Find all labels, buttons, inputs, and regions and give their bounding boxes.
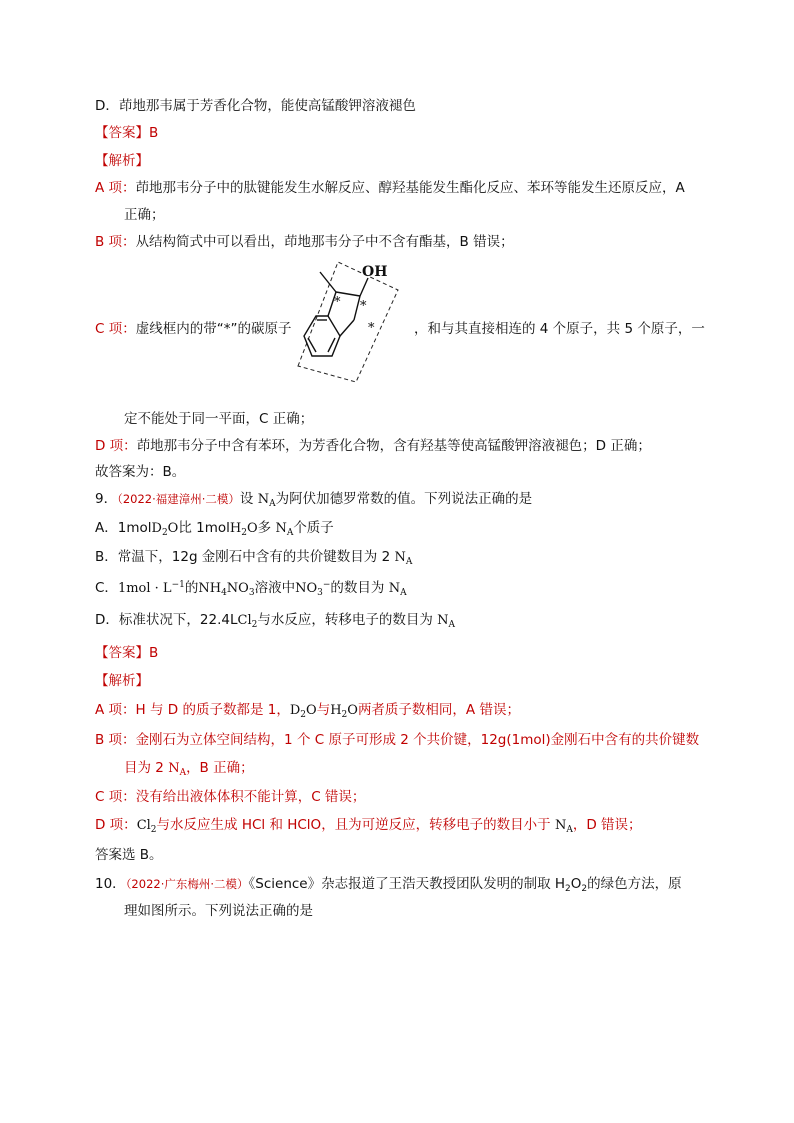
q8-summary: 故答案为：B。 xyxy=(95,464,186,480)
q9-analysis-heading: 【解析】 xyxy=(95,673,149,689)
q9-option-b: B．常温下，12g 金刚石中含有的共价键数目为 2 $N_A$ xyxy=(95,549,413,567)
q9-stem: 9．（2022·福建漳州·二模）设 $N_A$为阿伏加德罗常数的值。下列说法正确的是 xyxy=(95,491,533,509)
q8-explain-c-cont: 定不能处于同一平面，C 正确； xyxy=(124,411,314,427)
q8-explain-c: C 项：虚线框内的带“*”的碳原子 xyxy=(95,321,292,337)
q9-explain-d: D 项：$Cl_2$与水反应生成 HCl 和 HClO，且为可逆反应，转移电子的数目小于 $N_A$，D 错误； xyxy=(95,817,642,835)
q9-summary: 答案选 B。 xyxy=(95,847,163,863)
q8-explain-d: D 项：茚地那韦分子中含有苯环，为芳香化合物，含有羟基等使高锰酸钾溶液褪色；D 正确； xyxy=(95,438,651,454)
q9-option-c: C．$1mol \cdot L^{-1}$的$NH_4NO_3$溶液中$NO_3^-$的数目为 $N_A$ xyxy=(95,580,407,598)
q9-explain-a: A 项：H 与 D 的质子数都是 1，$D_2O$与$H_2O$两者质子数相同，A 错误； xyxy=(95,702,520,720)
q8-explain-a-cont: 正确； xyxy=(124,207,165,223)
q8-option-d: D．茚地那韦属于芳香化合物，能使高锰酸钾溶液褪色 xyxy=(95,98,416,114)
q9-option-a: A．1molD$_2$O比 1molH$_2$O多 $N_A$个质子 xyxy=(95,520,334,538)
q9-explain-b-cont: 目为 2 $N_A$，B 正确； xyxy=(124,760,254,778)
q8-explain-b: B 项：从结构简式中可以看出，茚地那韦分子中不含有酯基，B 错误； xyxy=(95,234,514,250)
q8-explain-a: A 项：茚地那韦分子中的肽键能发生水解反应、醇羟基能发生酯化反应、苯环等能发生还原反应，A xyxy=(95,180,685,196)
q9-answer: 【答案】B xyxy=(95,645,159,661)
q8-answer: 【答案】B xyxy=(95,125,159,141)
q8-analysis-heading: 【解析】 xyxy=(95,153,149,169)
q10-stem: 10．（2022·广东梅州·二模）《Science》杂志报道了王浩天教授团队发明的制取 $H_2O_2$的绿色方法，原 xyxy=(95,876,682,894)
q10-stem-cont: 理如图所示。下列说法正确的是 xyxy=(124,903,313,919)
q8-explain-c-after: ，和与其直接相连的 4 个原子，共 5 个原子，一 xyxy=(414,321,705,337)
hydroxyl-label: OH xyxy=(362,264,388,280)
q9-option-d: D．标准状况下，22.4LCl$_2$与水反应，转移电子的数目为 $N_A$ xyxy=(95,612,456,630)
q9-explain-c: C 项：没有给出液体体积不能计算，C 错误； xyxy=(95,789,366,805)
chiral-star-3: * xyxy=(368,321,375,336)
benzene-ring xyxy=(304,316,340,356)
chiral-star-2: * xyxy=(360,299,367,314)
indanol-structure-diagram xyxy=(294,258,404,384)
chiral-star-1: * xyxy=(334,295,341,310)
q9-explain-b: B 项：金刚石为立体空间结构，1 个 C 原子可形成 2 个共价键，12g(1mol)金刚石中含有的共价键数 xyxy=(95,732,700,748)
